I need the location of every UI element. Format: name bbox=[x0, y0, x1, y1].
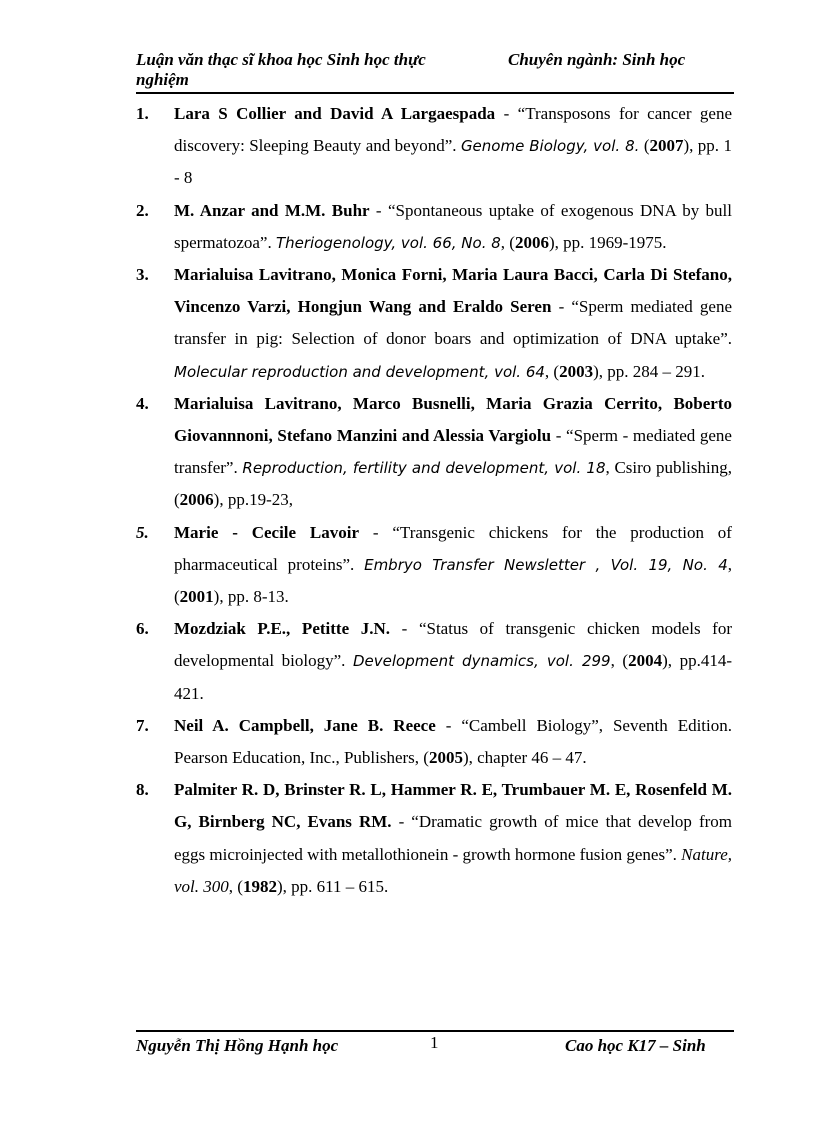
reference-separator: - bbox=[390, 619, 419, 639]
reference-pre-year: , Csiro publishing, ( bbox=[174, 458, 732, 510]
reference-pre-year: , ( bbox=[500, 232, 515, 252]
reference-number: 8. bbox=[136, 780, 149, 800]
reference-separator: - bbox=[359, 522, 393, 542]
reference-authors: M. Anzar and M.M. Buhr bbox=[174, 200, 370, 220]
reference-title: “Sperm mediated gene transfer in pig: Selection of donor boars and optimization of DNA uptake”. bbox=[174, 297, 732, 349]
reference-title: “Transposons for cancer gene discovery: Sleeping Beauty and beyond”. bbox=[174, 104, 732, 156]
reference-title: “Spontaneous uptake of exogenous DNA by bull spermatozoa”. bbox=[174, 200, 733, 252]
footer-rule bbox=[136, 1030, 734, 1032]
reference-item bbox=[136, 98, 732, 195]
reference-pre-year: ( bbox=[639, 136, 650, 156]
footer-course: Cao học K17 – Sinh bbox=[565, 1036, 706, 1055]
reference-number: 4. bbox=[136, 393, 149, 413]
reference-title: “Cambell Biology”, Seventh Edition. Pearson Education, Inc., Publishers, bbox=[174, 715, 732, 768]
reference-pages: ), pp.414-421. bbox=[174, 651, 732, 703]
reference-pages: ), chapter 46 – 47. bbox=[462, 748, 587, 768]
reference-title: “Dramatic growth of mice that develop from eggs microinjected with metallothionein - growth hormone fusion genes”. bbox=[174, 812, 733, 864]
reference-pre-year: , ( bbox=[544, 361, 560, 381]
reference-journal: Reproduction, fertility and development, vol. 18 bbox=[242, 459, 606, 478]
reference-number: 3. bbox=[136, 265, 149, 285]
reference-item bbox=[136, 388, 732, 517]
reference-year: 2005 bbox=[428, 748, 463, 768]
reference-separator: - bbox=[435, 715, 462, 735]
reference-year: 2007 bbox=[649, 136, 684, 156]
header-thesis-title: Luận văn thạc sĩ khoa học Sinh học thực nghiệm bbox=[136, 50, 426, 89]
reference-separator: - bbox=[551, 426, 567, 446]
reference-pre-year: , ( bbox=[228, 876, 243, 896]
header-rule bbox=[136, 92, 734, 94]
reference-journal: Nature, vol. 300 bbox=[174, 844, 732, 896]
reference-separator: - bbox=[369, 200, 388, 220]
reference-number: 5. bbox=[136, 522, 149, 542]
reference-pages: ), pp. 1969-1975. bbox=[548, 232, 667, 252]
reference-journal: Molecular reproduction and development, vol. 64 bbox=[174, 362, 545, 381]
reference-authors: Marialuisa Lavitrano, Marco Busnelli, Maria Grazia Cerrito, Boberto Giovannnoni, Stefano Manzini and Alessia Vargiolu bbox=[174, 393, 732, 446]
reference-authors: Marie - Cecile Lavoir bbox=[174, 522, 360, 542]
reference-item bbox=[136, 195, 732, 259]
reference-item bbox=[136, 774, 732, 903]
reference-separator: - bbox=[495, 104, 518, 123]
reference-authors: Lara S Collier and David A Largaespada bbox=[174, 104, 496, 123]
reference-journal: Theriogenology, vol. 66, No. 8 bbox=[275, 233, 501, 252]
reference-journal: Development dynamics, vol. 299 bbox=[352, 652, 611, 671]
reference-separator: - bbox=[551, 297, 572, 317]
footer-author: Nguyễn Thị Hồng Hạnh học bbox=[136, 1036, 339, 1055]
reference-item bbox=[136, 517, 732, 614]
reference-title: “Transgenic chickens for the production of pharmaceutical proteins”. bbox=[174, 522, 732, 574]
reference-number: 2. bbox=[136, 200, 149, 220]
reference-year: 2006 bbox=[179, 490, 214, 510]
reference-item bbox=[136, 710, 732, 774]
reference-authors: Palmiter R. D, Brinster R. L, Hammer R. E, Trumbauer M. E, Rosenfeld M. G, Birnberg NC, Evans RM. bbox=[174, 780, 732, 832]
reference-pre-year: ( bbox=[423, 748, 429, 768]
reference-year: 2003 bbox=[559, 361, 594, 381]
reference-pre-year: , ( bbox=[610, 651, 629, 671]
reference-year: 1982 bbox=[242, 876, 277, 896]
reference-item bbox=[136, 259, 732, 388]
reference-year: 2006 bbox=[514, 232, 549, 252]
reference-title: “Status of transgenic chicken models for developmental biology”. bbox=[174, 619, 733, 671]
reference-authors: Mozdziak P.E., Petitte J.N. bbox=[174, 619, 391, 639]
reference-title: “Sperm - mediated gene transfer”. bbox=[174, 426, 732, 478]
reference-number: 7. bbox=[136, 715, 149, 735]
reference-item bbox=[136, 613, 732, 710]
reference-number: 6. bbox=[136, 619, 149, 639]
reference-authors: Marialuisa Lavitrano, Monica Forni, Maria Laura Bacci, Carla Di Stefano, Vincenzo Varzi, Hongjun Wang and Eraldo Seren bbox=[174, 265, 732, 317]
reference-authors: Neil A. Campbell, Jane B. Reece bbox=[174, 715, 436, 735]
reference-pre-year: , ( bbox=[174, 554, 733, 607]
reference-journal: Embryo Transfer Newsletter , Vol. 19, No. 4 bbox=[364, 555, 728, 574]
reference-separator: - bbox=[391, 812, 412, 832]
reference-year: 2001 bbox=[179, 587, 214, 607]
reference-pages: ), pp. 1 - 8 bbox=[174, 136, 732, 188]
reference-year: 2004 bbox=[628, 651, 663, 671]
header-major: Chuyên ngành: Sinh học bbox=[508, 50, 686, 69]
reference-journal: Genome Biology, vol. 8. bbox=[460, 137, 640, 156]
reference-pages: ), pp. 8-13. bbox=[213, 587, 289, 607]
reference-pages: ), pp. 611 – 615. bbox=[276, 876, 389, 896]
page-header bbox=[136, 50, 734, 90]
reference-pages: ), pp. 284 – 291. bbox=[593, 361, 706, 381]
reference-number: 1. bbox=[136, 104, 149, 123]
reference-pages: ), pp.19-23, bbox=[213, 490, 293, 510]
reference-list bbox=[136, 98, 732, 903]
page-number: 1 bbox=[430, 1033, 439, 1052]
